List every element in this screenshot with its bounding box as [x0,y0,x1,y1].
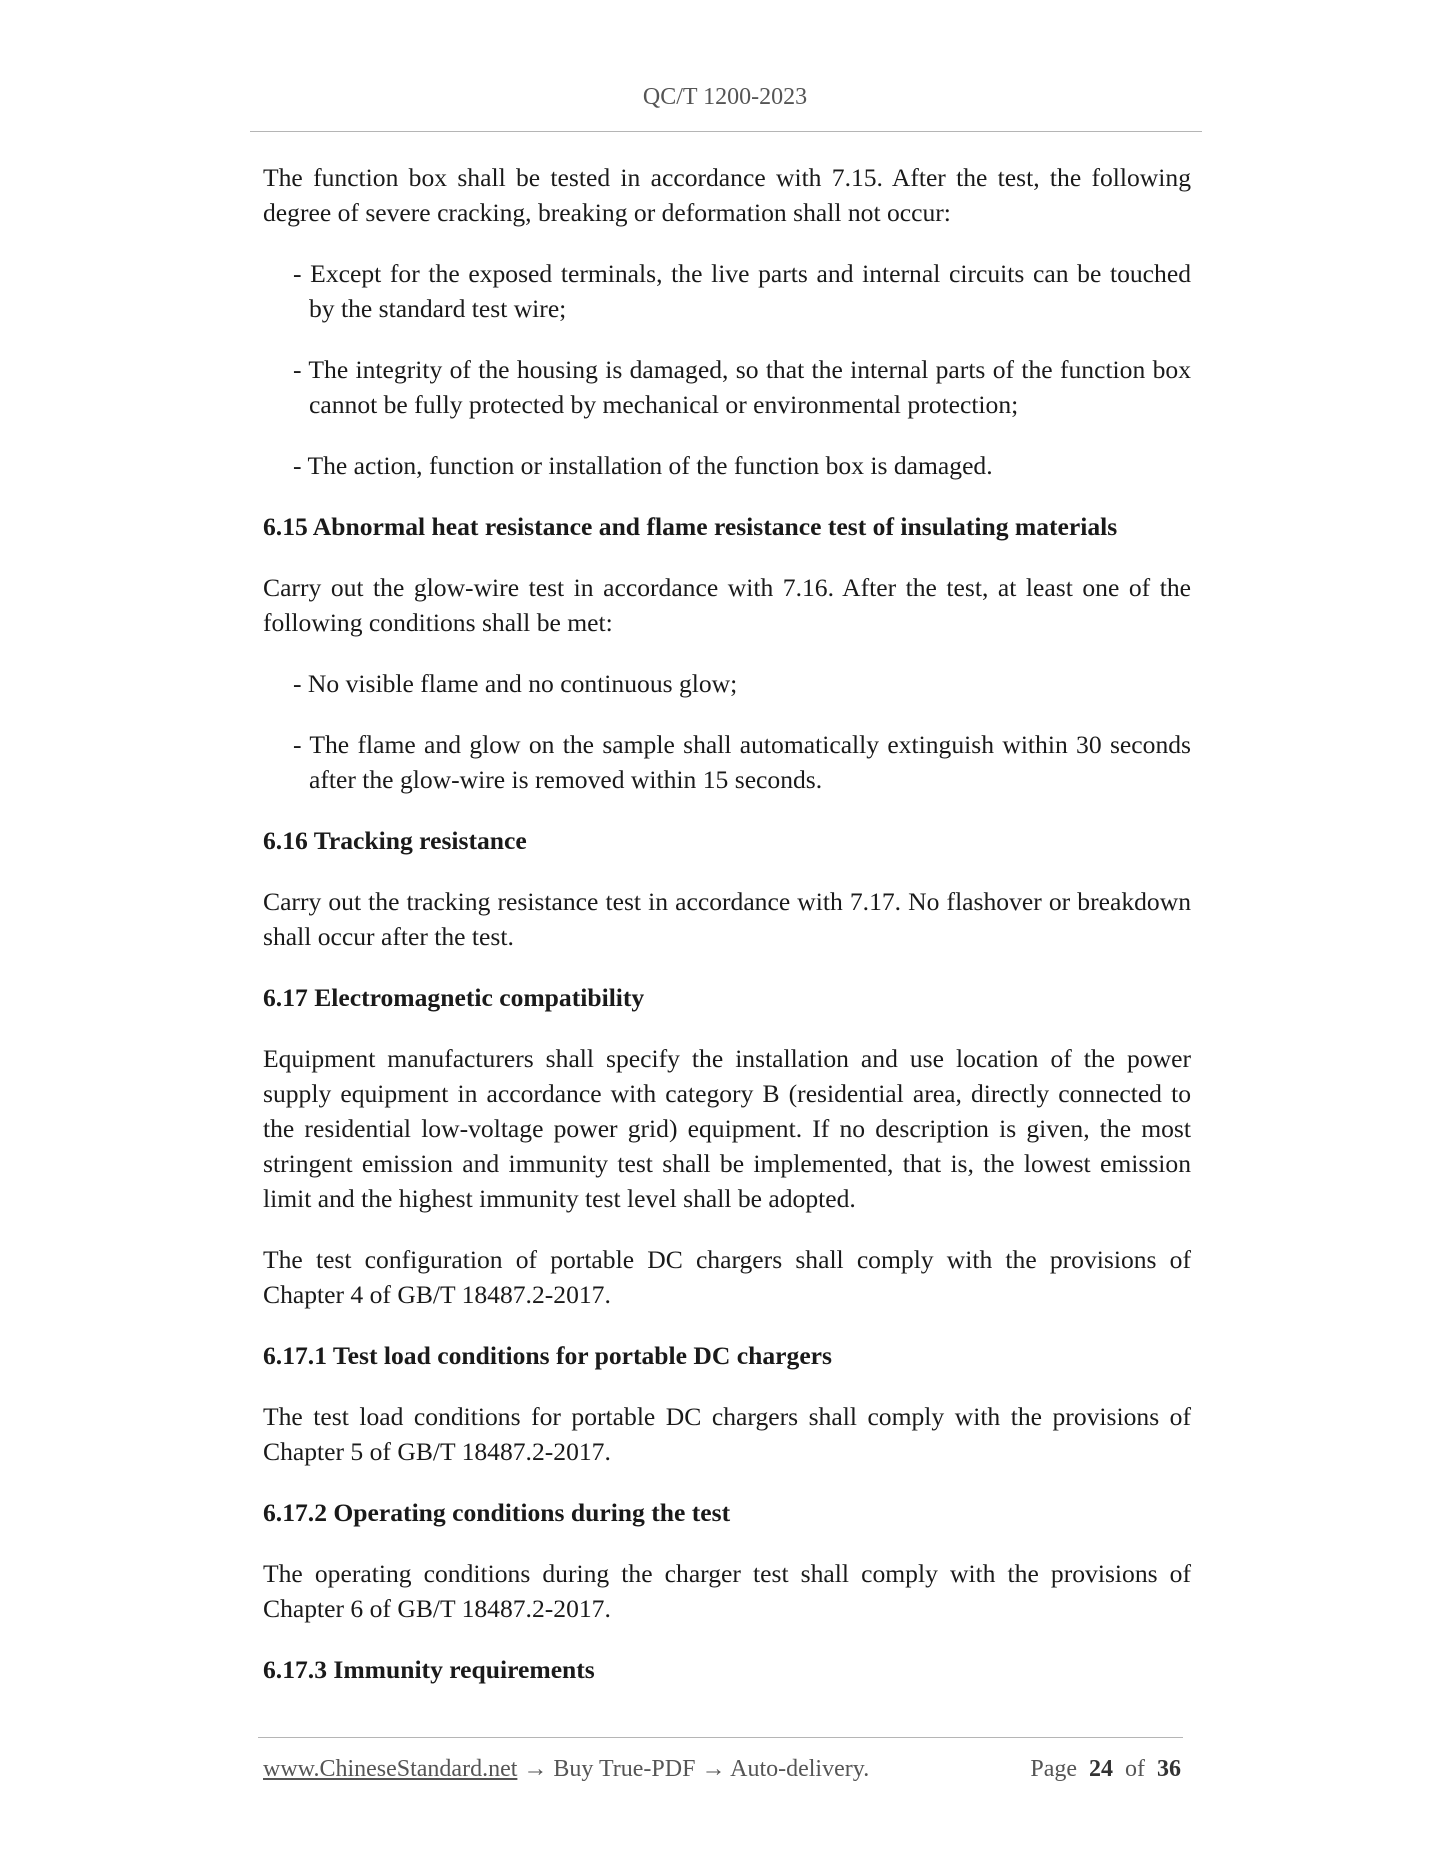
bullet-housing-integrity: - The integrity of the housing is damaged, so that the internal parts of the function box cannot be fully protected by mechanical or environmental protection; [293,355,1191,419]
of-label: of [1125,1756,1145,1782]
bullet-flame-extinguish: - The flame and glow on the sample shall automatically extinguish within 30 seconds after the glow-wire is removed within 15 seconds. [293,730,1191,794]
page-body [263,160,1191,1713]
page-label: Page [1030,1756,1077,1782]
bullet-live-parts: - Except for the exposed terminals, the live parts and internal circuits can be touched by the standard test wire; [293,259,1191,323]
paragraph-6-15: Carry out the glow-wire test in accordance with 7.16. After the test, at least one of the following conditions shall be met: [263,573,1191,637]
total-pages: 36 [1157,1756,1181,1782]
header-divider [250,131,1202,132]
page-indicator [1030,1756,1181,1783]
bullet-no-flame: - No visible flame and no continuous glow; [293,669,738,698]
page-header [250,84,1200,111]
footer-promo [263,1756,869,1783]
heading-6-17: 6.17 Electromagnetic compatibility [263,983,645,1012]
bullet-function-damaged: - The action, function or installation of the function box is damaged. [293,451,993,480]
paragraph-6-17-b: The test configuration of portable DC chargers shall comply with the provisions of Chapter 4 of GB/T 18487.2-2017. [263,1245,1191,1309]
paragraph-6-17-2: The operating conditions during the charger test shall comply with the provisions of Chapter 6 of GB/T 18487.2-2017. [263,1559,1191,1623]
paragraph-function-box: The function box shall be tested in accordance with 7.15. After the test, the following degree of severe cracking, breaking or deformation shall not occur: [263,163,1191,227]
paragraph-6-16: Carry out the tracking resistance test in accordance with 7.17. No flashover or breakdown shall occur after the test. [263,887,1191,951]
heading-6-17-3: 6.17.3 Immunity requirements [263,1655,595,1684]
document-id: QC/T 1200-2023 [642,84,808,110]
website-link[interactable]: www.ChineseStandard.net [263,1756,518,1782]
footer-divider [258,1737,1183,1738]
footer-promo-text: → Buy True-PDF → Auto-delivery. [517,1756,870,1782]
page-number: 24 [1089,1756,1113,1782]
heading-6-15: 6.15 Abnormal heat resistance and flame resistance test of insulating materials [263,512,1118,541]
paragraph-6-17-a: Equipment manufacturers shall specify the installation and use location of the power supply equipment in accordance with category B (residential area, directly connected to the residential low-voltage power grid) equipment. If no description is given, the most stringent emission and immunity test shall be implemented, that is, the lowest emission limit and the highest immunity test level shall be adopted. [263,1044,1191,1213]
paragraph-6-17-1: The test load conditions for portable DC chargers shall comply with the provisions of Chapter 5 of GB/T 18487.2-2017. [263,1402,1191,1466]
heading-6-17-2: 6.17.2 Operating conditions during the test [263,1498,731,1527]
heading-6-17-1: 6.17.1 Test load conditions for portable DC chargers [263,1341,832,1370]
heading-6-16: 6.16 Tracking resistance [263,826,527,855]
